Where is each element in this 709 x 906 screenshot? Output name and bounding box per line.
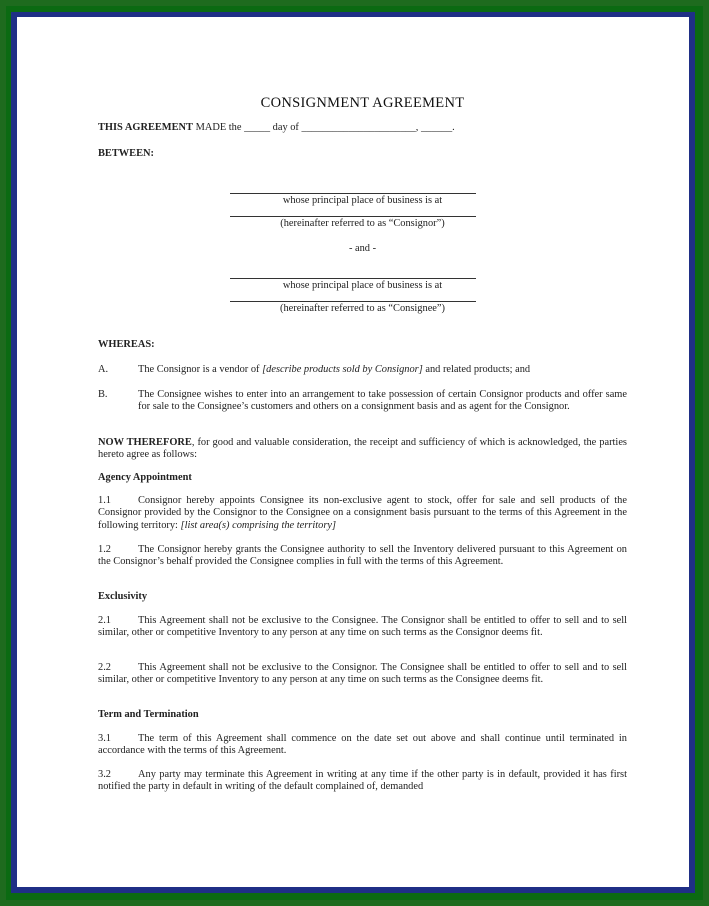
clause-3-2-number: 3.2 bbox=[98, 769, 111, 780]
clause-1-1-text: Consignor hereby appoints Consignee its non-exclusive agent to stock, offer for sale and sell products of the Consignor provided by the Consignor to the Consignee on a consignment basis pursuant to the terms of this Agreement in the following territory: bbox=[98, 495, 627, 531]
clause-2-1-text: This Agreement shall not be exclusive to the Consignee. The Consignor shall be entitled to offer to sell and to sell similar, other or competitive Inventory to any person at any time on such terms as the Consignor deems fit. bbox=[98, 615, 627, 639]
party2-business: whose principal place of business is at bbox=[282, 280, 443, 291]
recital-a-text bbox=[138, 364, 627, 376]
clause-2-2 bbox=[98, 662, 627, 687]
recital-a-pre: The Consignor is a vendor of bbox=[138, 364, 263, 375]
agreement-made-rest: MADE the _____ day of ______________________, ______. bbox=[192, 122, 455, 133]
clause-1-1-italic: [list area(s) comprising the territory] bbox=[180, 519, 337, 531]
agreement-made-bold: THIS AGREEMENT bbox=[98, 122, 193, 133]
clause-1-2 bbox=[98, 544, 627, 569]
recital-b-label: B. bbox=[98, 389, 108, 400]
clause-1-2-text: The Consignor hereby grants the Consignee authority to sell the Inventory delivered pursuant to this Agreement on the Consignor’s behalf provided the Consignee complies in full with the terms of this Agreement. bbox=[98, 544, 627, 568]
clause-1-1 bbox=[98, 495, 627, 532]
recital-a-italic: [describe products sold by Consignor] bbox=[262, 364, 423, 375]
clause-3-2-text: Any party may terminate this Agreement in writing at any time if the other party is in default, provided it has first notified the party in default in writing of the default complained of, demanded bbox=[98, 769, 627, 793]
now-therefore-bold: NOW THEREFORE bbox=[98, 437, 192, 448]
party1-reference: (hereinafter referred to as “Consignor”) bbox=[280, 218, 445, 229]
section-term-termination: Term and Termination bbox=[98, 709, 199, 720]
party2-reference: (hereinafter referred to as “Consignee”) bbox=[279, 303, 445, 314]
clause-2-2-number: 2.2 bbox=[98, 662, 111, 673]
clause-1-2-number: 1.2 bbox=[98, 544, 111, 555]
whereas-heading: WHEREAS: bbox=[98, 339, 155, 350]
section-agency-appointment: Agency Appointment bbox=[98, 472, 192, 483]
agreement-made-line bbox=[98, 122, 627, 134]
document-page bbox=[17, 17, 689, 887]
clause-3-1-number: 3.1 bbox=[98, 733, 111, 744]
clause-3-1 bbox=[98, 733, 627, 758]
between-heading: BETWEEN: bbox=[98, 148, 155, 159]
party2-name-line bbox=[230, 278, 476, 279]
clause-3-2 bbox=[98, 769, 627, 794]
section-exclusivity: Exclusivity bbox=[98, 591, 148, 602]
and-separator: - and - bbox=[348, 243, 377, 254]
clause-2-1 bbox=[98, 615, 627, 640]
party2-address-line bbox=[230, 301, 476, 302]
recital-a-post: and related products; and bbox=[422, 364, 531, 375]
party1-name-line bbox=[230, 193, 476, 194]
clause-1-1-number: 1.1 bbox=[98, 495, 111, 506]
recital-a-label: A. bbox=[98, 364, 109, 375]
party1-business: whose principal place of business is at bbox=[282, 195, 443, 206]
clause-2-2-text: This Agreement shall not be exclusive to the Consignor. The Consignee shall be entitled to offer to sell and to sell similar, other or competitive Inventory to any person at any time on such terms as the Consignee deems fit. bbox=[98, 662, 627, 686]
clause-2-1-number: 2.1 bbox=[98, 615, 111, 626]
party1-address-line bbox=[230, 216, 476, 217]
now-therefore-rest: , for good and valuable consideration, the receipt and sufficiency of which is acknowledged, the parties hereto agree as follows: bbox=[98, 437, 627, 461]
recital-b-text: The Consignee wishes to enter into an arrangement to take possession of certain Consignor products and offer same for sale to the Consignee’s customers and others on a consignment basis and as agent for the Consignor. bbox=[138, 389, 627, 413]
now-therefore-paragraph bbox=[98, 437, 627, 462]
clause-3-1-text: The term of this Agreement shall commence on the date set out above and shall continue until terminated in accordance with the terms of this Agreement. bbox=[98, 733, 627, 757]
document-title: CONSIGNMENT AGREEMENT bbox=[260, 95, 465, 111]
